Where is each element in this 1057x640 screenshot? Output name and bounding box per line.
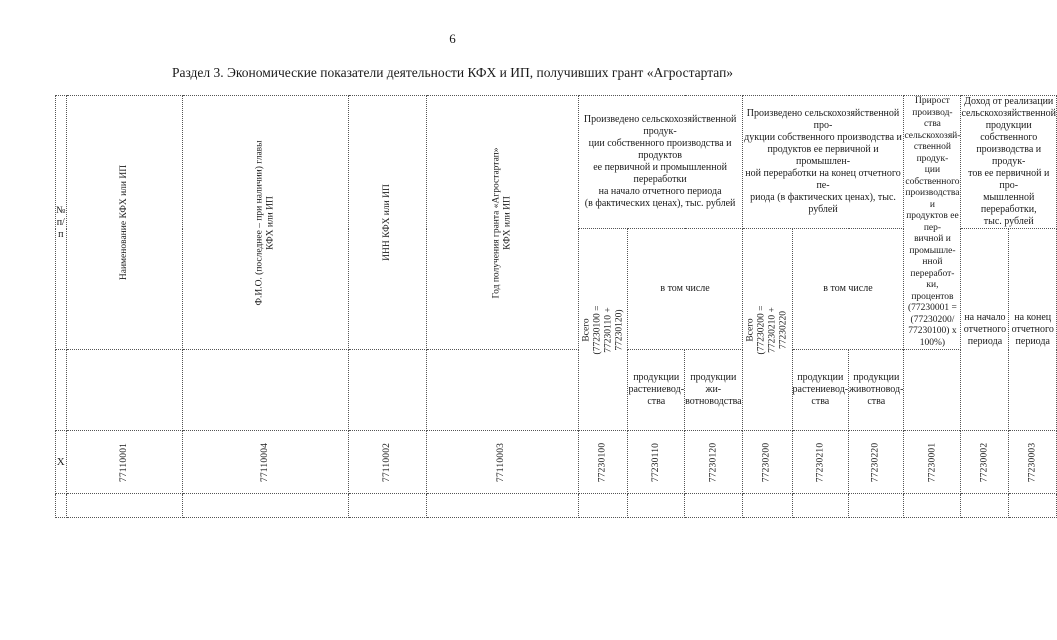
header-number-cont	[426, 350, 578, 431]
header-including-end: в том числе	[792, 229, 904, 350]
code-cell: 77230100	[578, 431, 628, 494]
code-cell: 77230001	[904, 431, 961, 494]
header-inn: ИНН КФХ или ИП	[348, 96, 426, 350]
header-livestock-start: продукции жи- вотноводства	[685, 350, 743, 431]
data-cell[interactable]	[904, 494, 961, 518]
code-cell: 77230120	[685, 431, 743, 494]
header-income-start: на начало отчетного периода	[961, 229, 1009, 431]
header-year-cont	[348, 350, 426, 431]
code-cell: X	[56, 431, 67, 494]
data-cell[interactable]	[792, 494, 849, 518]
header-number: № п/п	[56, 96, 67, 350]
data-cell[interactable]	[685, 494, 743, 518]
header-total-end: Всего (77230200 = 77230210 + 77230220	[742, 229, 792, 431]
data-cell[interactable]	[742, 494, 792, 518]
data-cell[interactable]	[56, 494, 67, 518]
header-crop-start: продукции растениевод- ства	[628, 350, 685, 431]
header-fio: Ф.И.О. (последнее – при наличии) главы КФХ или ИП	[182, 96, 348, 350]
data-row-empty	[56, 494, 1057, 518]
code-cell: 77110003	[426, 431, 578, 494]
header-crop-end: продукции растениевод- ства	[792, 350, 849, 431]
page-number: 6	[449, 31, 456, 46]
header-grant-year: Год получения гранта «Агростартап» КФХ или ИП	[426, 96, 578, 350]
header-livestock-end: продукции животновод- ства	[849, 350, 904, 431]
data-cell[interactable]	[578, 494, 628, 518]
code-cell: 77230110	[628, 431, 685, 494]
data-cell[interactable]	[66, 494, 182, 518]
data-cell[interactable]	[628, 494, 685, 518]
header-income: Доход от реализации сельскохозяйственной продукции собственного производства и продук- тов ее первичной и про- мышленной переработки, тыс. рублей	[961, 96, 1057, 227]
section-title: Раздел 3. Экономические показатели деятельности КФХ и ИП, получивших грант «Агростартап»	[171, 65, 734, 80]
code-cell: 77110002	[348, 431, 426, 494]
data-cell[interactable]	[849, 494, 904, 518]
data-cell[interactable]	[1009, 494, 1057, 518]
data-cell[interactable]	[182, 494, 348, 518]
header-inn-cont	[182, 350, 348, 431]
code-cell: 77230003	[1009, 431, 1057, 494]
header-name: Наименование КФХ или ИП	[66, 96, 182, 350]
code-cell: 77230200	[742, 431, 792, 494]
header-growth-cont	[904, 350, 961, 431]
code-cell: 77230220	[849, 431, 904, 494]
indicators-table	[55, 95, 1057, 518]
code-cell: 77110004	[182, 431, 348, 494]
code-cell: 77230002	[961, 431, 1009, 494]
code-row	[56, 431, 1057, 494]
code-cell: 77230210	[792, 431, 849, 494]
header-production-end: Произведено сельскохозяйственной про- дукции собственного производства и продуктов ее первичной и промышлен- ной переработки на конец отчетного пе- риода (в фактических ценах), тыс. рублей	[742, 96, 904, 229]
data-cell[interactable]	[348, 494, 426, 518]
header-including-start: в том числе	[628, 229, 742, 350]
header-production-growth: Прирост производ- ства сельскохозяй- ственной продук- ции собственного производства и продуктов ее пер- вичной и промышле- нной переработ- ки, процентов (77230001 = (77230200/ 77230100) x 100%)	[904, 96, 961, 348]
header-name-cont	[56, 350, 67, 431]
header-total-start: Всего (77230100 = 77230110 + 77230120)	[578, 229, 628, 431]
header-production-start: Произведено сельскохозяйственной продук- ции собственного производства и продуктов ее первичной и промышленной переработки на начало отчетного периода (в фактических ценах), тыс. рублей	[578, 96, 742, 229]
header-fio-cont	[66, 350, 182, 431]
data-cell[interactable]	[961, 494, 1009, 518]
data-cell[interactable]	[426, 494, 578, 518]
code-cell: 77110001	[66, 431, 182, 494]
header-income-end: на конец отчетного периода	[1009, 229, 1057, 431]
